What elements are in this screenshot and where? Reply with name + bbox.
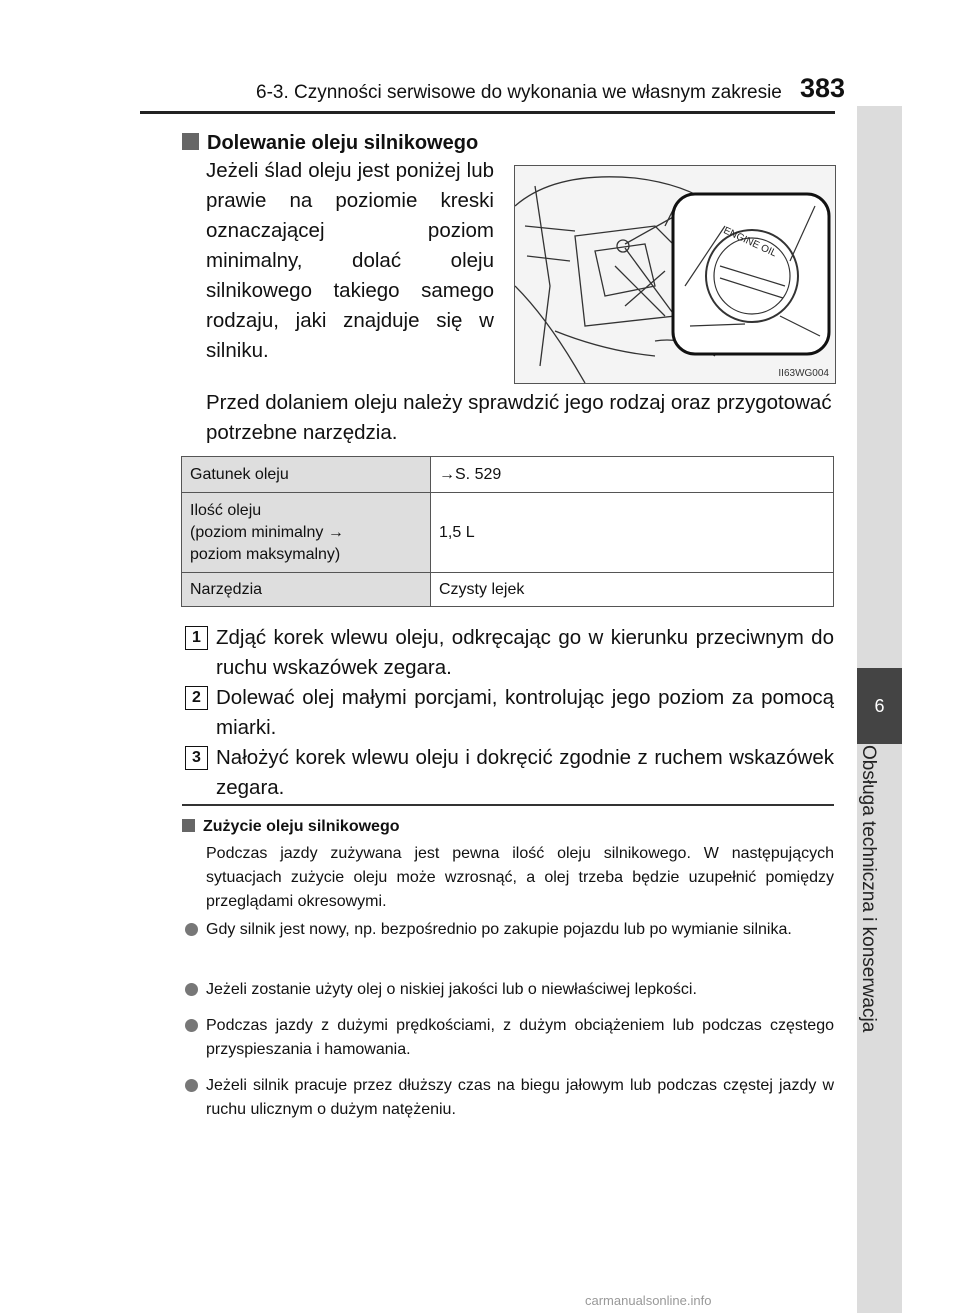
list-item-text: Jeżeli zostanie użyty olej o niskiej jakości lub o niewłaściwej lepkości. <box>206 981 697 998</box>
table-key: Narzędzia <box>182 573 431 607</box>
subsection-heading <box>182 818 399 836</box>
table-row <box>182 457 834 493</box>
oil-info-table <box>181 456 834 607</box>
illustration-code: II63WG004 <box>778 368 829 379</box>
section-intro: Jeżeli ślad oleju jest poniżej lub prawie na poziomie kreski oznaczającej poziom minimalny, dolać oleju silnikowego takiego samego rodzaju, jaki znajduje się w silniku. <box>206 159 494 362</box>
section-heading-text: Dolewanie oleju silnikowego <box>207 132 479 154</box>
preparation-note: Przed dolaniem oleju należy sprawdzić jego rodzaj oraz przygotować potrzebne narzędzia. <box>206 391 832 444</box>
subsection-heading-text: Zużycie oleju silnikowego <box>203 818 400 835</box>
running-header-title: 6-3. Czynności serwisowe do wykonania we własnym zakresie <box>256 82 782 103</box>
engine-oil-cap-label: ENGINE OIL <box>721 225 779 260</box>
step-number: 3 <box>185 746 208 770</box>
list-item <box>182 1074 834 1122</box>
table-value: →S. 529 <box>431 457 834 493</box>
section-heading <box>182 132 478 155</box>
table-value: 1,5 L <box>431 493 834 573</box>
step-number: 2 <box>185 686 208 710</box>
page-number: 383 <box>800 73 846 103</box>
step-item <box>182 623 834 683</box>
step-text: Dolewać olej małymi porcjami, kontrolując jego poziom za pomocą miarki. <box>216 686 834 739</box>
engine-oil-cap-illustration <box>514 165 836 384</box>
list-item-text: Jeżeli silnik pracuje przez dłuższy czas na biegu jałowym lub podczas częstej jazdy w ruchu ulicznym o dużym natężeniu. <box>206 1077 834 1118</box>
table-key: Ilość oleju (poziom minimalny → poziom maksymalny) <box>182 493 431 573</box>
square-bullet-icon <box>182 133 199 150</box>
section-divider <box>182 804 834 806</box>
circle-bullet-icon <box>185 1079 198 1092</box>
list-item <box>182 918 834 942</box>
circle-bullet-icon <box>185 1019 198 1032</box>
subsection-body: Podczas jazdy zużywana jest pewna ilość oleju silnikowego. W następujących sytuacjach zużycie oleju może wzrosnąć, a olej trzeba będzie uzupełnić pomiędzy przeglądami okresowymi. <box>206 845 834 910</box>
step-number: 1 <box>185 626 208 650</box>
list-item <box>182 1014 834 1062</box>
list-item-text: Podczas jazdy z dużymi prędkościami, z dużym obciążeniem lub podczas częstego przyspieszania i hamowania. <box>206 1017 834 1058</box>
table-row <box>182 493 834 573</box>
chapter-number-tab: 6 <box>857 668 902 744</box>
list-item-text: Gdy silnik jest nowy, np. bezpośrednio po zakupie pojazdu lub po wymianie silnika. <box>206 921 792 938</box>
header-rule <box>140 111 835 114</box>
step-item <box>182 743 834 803</box>
chapter-title: Obsługa techniczna i konserwacja <box>858 745 879 1033</box>
square-bullet-icon <box>182 819 195 832</box>
table-key: Gatunek oleju <box>182 457 431 493</box>
list-item <box>182 978 834 1002</box>
watermark: carmanualsonline.info <box>585 1293 712 1308</box>
step-text: Zdjąć korek wlewu oleju, odkręcając go w kierunku przeciwnym do ruchu wskazówek zegara. <box>216 626 834 679</box>
engine-bay-drawing <box>515 166 835 383</box>
step-text: Nałożyć korek wlewu oleju i dokręcić zgodnie z ruchem wskazówek zegara. <box>216 746 834 799</box>
table-row <box>182 573 834 607</box>
side-tab-upper <box>857 106 902 668</box>
circle-bullet-icon <box>185 983 198 996</box>
table-value: Czysty lejek <box>431 573 834 607</box>
circle-bullet-icon <box>185 923 198 936</box>
step-item <box>182 683 834 743</box>
